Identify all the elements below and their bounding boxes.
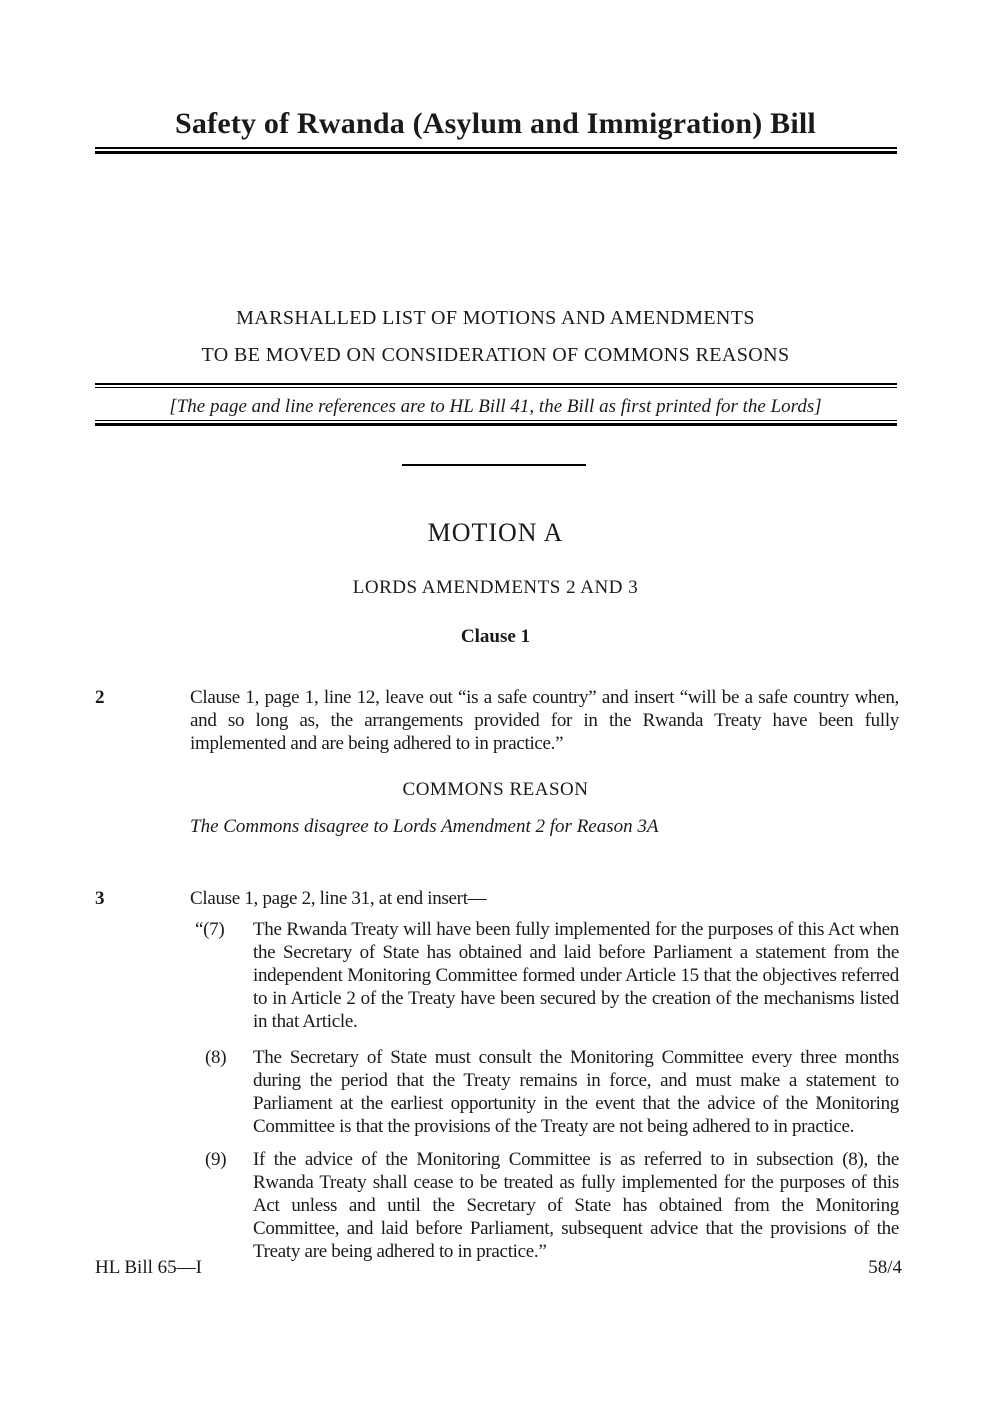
rule-thick-line	[95, 383, 897, 385]
rule-thick-line	[95, 423, 897, 426]
subsection-7-text: The Rwanda Treaty will have been fully implemented for the purposes of this Act when the Secretary of State has obtained and laid before Parliament a statement from the independent Monitoring Committee formed under Article 15 that the objectives referred to in Article 2 of the Treaty have been secured by the creation of the mechanisms listed in that Article.	[253, 919, 899, 1032]
reference-note-top-rule	[95, 383, 897, 388]
rule-thick-line	[95, 151, 897, 154]
amendment-2-number: 2	[95, 687, 105, 708]
amendment-3-number: 3	[95, 888, 105, 909]
subsection-9-marker: (9)	[205, 1149, 227, 1170]
motion-subheading: LORDS AMENDMENTS 2 AND 3	[352, 577, 639, 598]
commons-reason-heading: COMMONS REASON	[402, 779, 589, 800]
footer-page-code: 58/4	[868, 1257, 902, 1278]
subsection-8-marker: (8)	[205, 1047, 227, 1068]
reference-note-bottom-rule	[95, 420, 897, 426]
commons-reason-text: The Commons disagree to Lords Amendment 2 for Reason 3A	[190, 816, 659, 837]
title-double-rule	[95, 147, 897, 154]
clause-heading: Clause 1	[460, 626, 531, 647]
footer-bill-reference: HL Bill 65—I	[95, 1257, 202, 1278]
rule-thin-line	[95, 147, 897, 149]
rule-thin-line	[95, 387, 897, 388]
subsection-8-text: The Secretary of State must consult the Monitoring Committee every three months during the period that the Treaty remains in force, and must make a statement to Parliament at the earliest opportunity in the event that the advice of the Monitoring Committee is that the provisions of the Treaty are not being adhered to in practice.	[253, 1047, 899, 1137]
rule-thin-line	[95, 420, 897, 421]
marshalled-list-heading-line1: MARSHALLED LIST OF MOTIONS AND AMENDMENTS	[236, 307, 755, 329]
amendment-3-lead: Clause 1, page 2, line 31, at end insert—	[190, 888, 487, 909]
subsection-9-text: If the advice of the Monitoring Committee is as referred to in subsection (8), the Rwanda Treaty shall cease to be treated as fully implemented for the purposes of this Act unless and until the Secretary of State has obtained from the Monitoring Committee, and laid before Parliament, subsequent advice that the provisions of the Treaty are being adhered to in practice.”	[253, 1149, 899, 1262]
section-separator-rule	[402, 464, 586, 466]
marshalled-list-heading-line2: TO BE MOVED ON CONSIDERATION OF COMMONS REASONS	[201, 344, 790, 366]
document-title: Safety of Rwanda (Asylum and Immigration) Bill	[175, 107, 816, 140]
amendment-2-text: Clause 1, page 1, line 12, leave out “is a safe country” and insert “will be a safe country when, and so long as, the arrangements provided for in the Rwanda Treaty have been fully implemented and are being adhered to in practice.”	[190, 687, 899, 754]
motion-heading: MOTION A	[427, 518, 564, 547]
subsection-7-marker: “(7)	[195, 919, 225, 940]
reference-note: [The page and line references are to HL Bill 41, the Bill as first printed for the Lords]	[169, 396, 822, 417]
